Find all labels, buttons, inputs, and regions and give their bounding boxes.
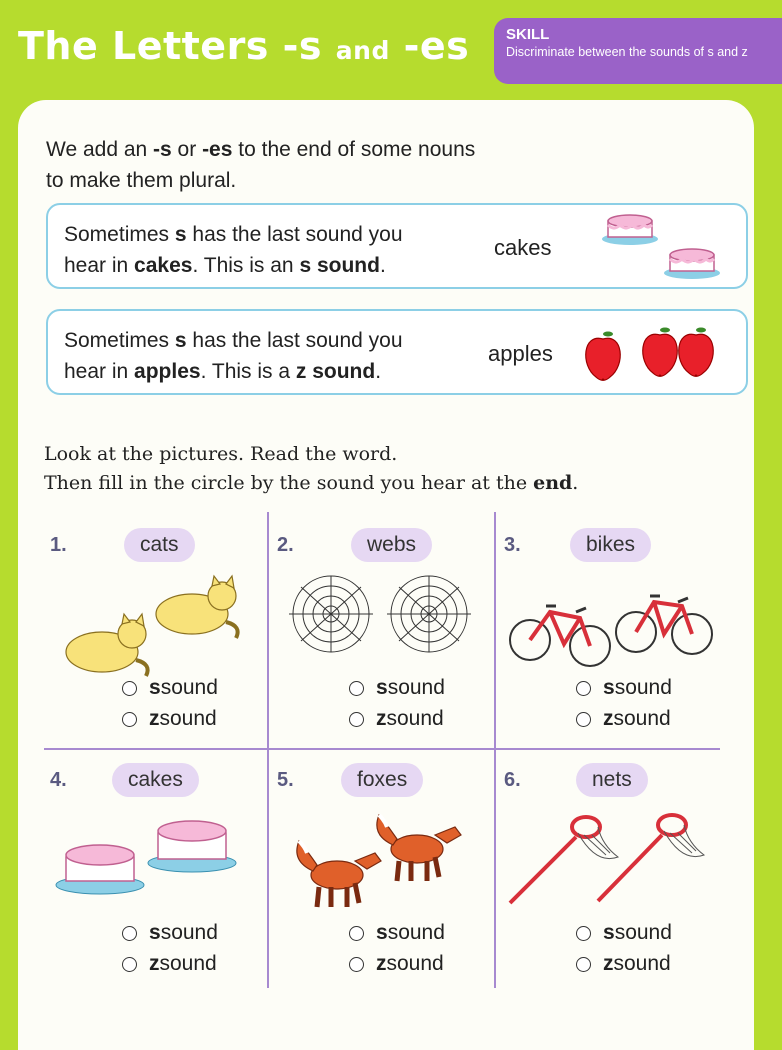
skill-tab bbox=[494, 18, 782, 84]
word-label: cats bbox=[124, 528, 195, 562]
word-label: nets bbox=[576, 763, 648, 797]
exercise-item-2 bbox=[269, 520, 495, 750]
skill-label: SKILL bbox=[506, 26, 550, 43]
rule-box-cakes: Sometimes s has the last sound you hear in cakes. This is an s sound. cakes bbox=[46, 203, 748, 289]
intro-text: We add an -s or -es to the end of some nouns to make them plural. bbox=[46, 138, 476, 192]
radio-circle[interactable] bbox=[349, 712, 364, 727]
option-z-sound[interactable]: z sound bbox=[122, 952, 217, 976]
item-number: 2. bbox=[277, 534, 294, 556]
item-number: 6. bbox=[504, 769, 521, 791]
radio-circle[interactable] bbox=[122, 681, 137, 696]
word-label: webs bbox=[351, 528, 432, 562]
option-z-sound[interactable]: z sound bbox=[576, 707, 671, 731]
option-s-sound[interactable]: s sound bbox=[122, 921, 218, 945]
item-number: 4. bbox=[50, 769, 67, 791]
directions-text: Look at the pictures. Read the word. Then fill in the circle by the sound you hear at the end. bbox=[44, 443, 579, 494]
cakes-icon bbox=[600, 207, 740, 287]
radio-circle[interactable] bbox=[122, 926, 137, 941]
option-z-sound[interactable]: z sound bbox=[576, 952, 671, 976]
page-title: The Letters -s and -es bbox=[18, 24, 470, 68]
radio-circle[interactable] bbox=[576, 712, 591, 727]
rule-box-apples: Sometimes s has the last sound you hear in apples. This is a z sound. apples bbox=[46, 309, 748, 395]
apples-icon bbox=[578, 325, 748, 385]
radio-circle[interactable] bbox=[576, 926, 591, 941]
exercise-item-5 bbox=[269, 755, 495, 985]
option-s-sound[interactable]: s sound bbox=[349, 676, 445, 700]
option-z-sound[interactable]: z sound bbox=[122, 707, 217, 731]
nets-icon bbox=[506, 805, 716, 905]
item-number: 3. bbox=[504, 534, 521, 556]
option-s-sound[interactable]: s sound bbox=[576, 921, 672, 945]
item-number: 5. bbox=[277, 769, 294, 791]
option-s-sound[interactable]: s sound bbox=[122, 676, 218, 700]
radio-circle[interactable] bbox=[349, 926, 364, 941]
radio-circle[interactable] bbox=[349, 681, 364, 696]
rule-word-apples: apples bbox=[488, 341, 553, 366]
word-label: bikes bbox=[570, 528, 651, 562]
word-label: foxes bbox=[341, 763, 423, 797]
radio-circle[interactable] bbox=[122, 712, 137, 727]
webs-icon bbox=[283, 572, 483, 662]
option-s-sound[interactable]: s sound bbox=[349, 921, 445, 945]
bikes-icon bbox=[506, 572, 716, 672]
option-z-sound[interactable]: z sound bbox=[349, 952, 444, 976]
option-z-sound[interactable]: z sound bbox=[349, 707, 444, 731]
exercise-item-6 bbox=[496, 755, 722, 985]
foxes-icon bbox=[289, 795, 479, 915]
exercise-item-3 bbox=[496, 520, 722, 750]
radio-circle[interactable] bbox=[576, 957, 591, 972]
radio-circle[interactable] bbox=[349, 957, 364, 972]
option-s-sound[interactable]: s sound bbox=[576, 676, 672, 700]
word-label: cakes bbox=[112, 763, 199, 797]
rule-word-cakes: cakes bbox=[494, 235, 552, 260]
radio-circle[interactable] bbox=[576, 681, 591, 696]
worksheet-card bbox=[18, 100, 754, 1050]
exercise-item-4 bbox=[42, 755, 268, 985]
cats-icon bbox=[62, 572, 252, 682]
exercise-item-1 bbox=[42, 520, 268, 750]
skill-description: Discriminate between the sounds of s and z bbox=[506, 45, 748, 59]
radio-circle[interactable] bbox=[122, 957, 137, 972]
item-number: 1. bbox=[50, 534, 67, 556]
cakes-icon bbox=[52, 805, 252, 905]
